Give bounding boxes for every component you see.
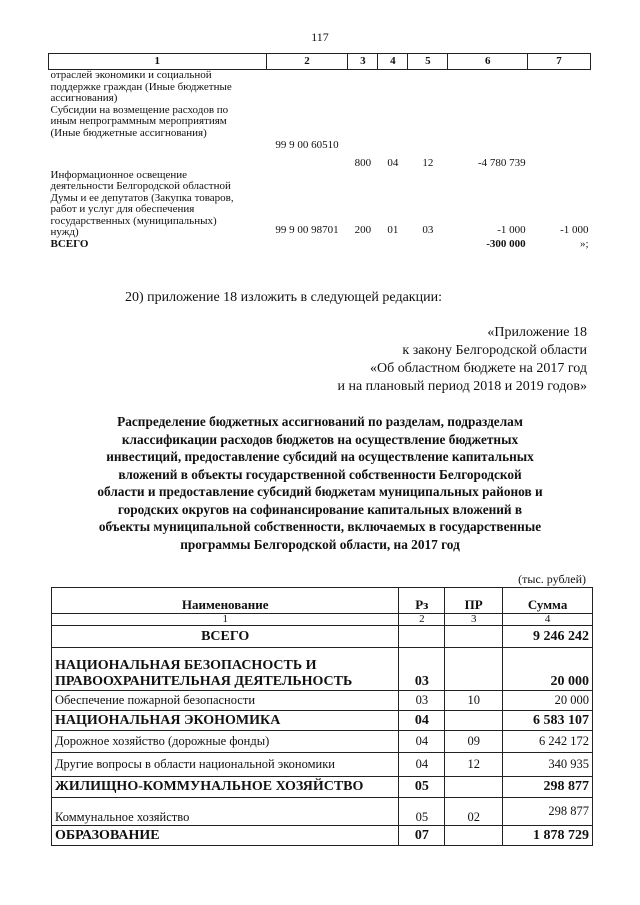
- name-line: ПРАВООХРАНИТЕЛЬНАЯ ДЕЯТЕЛЬНОСТЬ: [55, 674, 353, 689]
- col-header: 5: [408, 54, 448, 70]
- col-number: 2: [399, 614, 445, 626]
- col-header: 7: [528, 54, 591, 70]
- appendix-line: к закону Белгородской области: [402, 343, 587, 358]
- table-row: [49, 70, 591, 170]
- appendix-line: «Приложение 18: [487, 325, 587, 340]
- pr-code: [445, 711, 503, 731]
- row-name: НАЦИОНАЛЬНАЯ ЭКОНОМИКА: [52, 711, 399, 731]
- pr-code: 09: [445, 731, 503, 753]
- col-number: 4: [503, 614, 593, 626]
- pr-code: 02: [445, 798, 503, 826]
- row-name: Обеспечение пожарной безопасности: [52, 691, 399, 711]
- col-header-sum: Сумма: [503, 588, 593, 614]
- row-name: [49, 70, 267, 170]
- title-line: вложений в объекты государственной собственности Белгородской: [118, 466, 522, 482]
- rz-code: 07: [399, 826, 445, 846]
- name-line: деятельности Белгородской областной: [50, 180, 231, 192]
- vr-code: 800: [354, 157, 372, 169]
- total-label: ВСЕГО: [52, 626, 399, 648]
- rz-code: 03: [399, 691, 445, 711]
- rz-code: 04: [399, 711, 445, 731]
- amendment-item: 20) приложение 18 изложить в следующей редакции:: [125, 290, 442, 305]
- title-line: программы Белгородской области, на 2017 год: [180, 536, 460, 552]
- pr-code: [445, 777, 503, 798]
- row-name: Дорожное хозяйство (дорожные фонды): [52, 731, 399, 753]
- name-line: Информационное освещение: [50, 168, 188, 181]
- continuation-table: [48, 53, 591, 250]
- table-row: [52, 753, 593, 777]
- table-row: [52, 731, 593, 753]
- row-name: ОБРАЗОВАНИЕ: [52, 826, 399, 846]
- table-row: [49, 170, 591, 239]
- name-line: работ и услуг для обеспечения: [50, 203, 195, 215]
- sum-value-2: -1 000: [560, 224, 589, 236]
- name-line: Субсидии на возмещение расходов по: [50, 103, 229, 116]
- pr-code: 12: [445, 753, 503, 777]
- col-number: 1: [52, 614, 399, 626]
- name-line: (Иные бюджетные ассигнования): [50, 126, 207, 139]
- col-header-rz: Рз: [399, 588, 445, 614]
- row-name: [49, 170, 267, 239]
- total-row: [52, 626, 593, 648]
- col-header: 1: [49, 54, 267, 70]
- column-number-row: [52, 614, 593, 626]
- closing-quote: »;: [579, 237, 589, 250]
- pr-code: 10: [445, 691, 503, 711]
- sum-value: -4 780 739: [477, 157, 526, 169]
- col-header: 4: [378, 54, 408, 70]
- name-line: государственных (муниципальных): [50, 214, 217, 227]
- col-number: 3: [445, 614, 503, 626]
- units-label: (тыс. рублей): [518, 572, 586, 586]
- rz-code: 01: [387, 224, 399, 236]
- title-line: области и предоставление субсидий бюджетам муниципальных районов и: [97, 484, 543, 499]
- sum-value: 298 877: [503, 798, 593, 826]
- pr-code: 12: [422, 157, 434, 169]
- sum-value: 298 877: [503, 777, 593, 798]
- col-header-pr: ПР: [445, 588, 503, 614]
- sum-value: 6 583 107: [503, 711, 593, 731]
- appendix-line: «Об областном бюджете на 2017 год: [370, 361, 587, 376]
- title-line: городских округов на софинансирование капитальных вложений в: [117, 501, 523, 517]
- csr-code: 99 9 00 98701: [275, 224, 339, 236]
- table-row: [52, 691, 593, 711]
- row-name: ЖИЛИЩНО-КОММУНАЛЬНОЕ ХОЗЯЙСТВО: [52, 777, 399, 798]
- table-row: [52, 798, 593, 826]
- table-row: [52, 826, 593, 846]
- pr-code: [445, 826, 503, 846]
- row-name: Коммунальное хозяйство: [52, 798, 399, 826]
- document-title: [60, 413, 580, 553]
- rz-code: 05: [399, 777, 445, 798]
- appendix-line: и на плановый период 2018 и 2019 годов»: [337, 379, 587, 394]
- rz-code: 04: [387, 157, 399, 169]
- col-header: 3: [348, 54, 378, 70]
- name-line: отраслей экономики и социальной: [50, 69, 212, 81]
- pr-code: [445, 648, 503, 691]
- sum-value: 6 242 172: [503, 731, 593, 753]
- sum-value: -1 000: [497, 224, 526, 236]
- table-row: [52, 648, 593, 691]
- vr-code: 200: [354, 224, 372, 236]
- title-line: классификации расходов бюджетов на осуществление бюджетных: [121, 431, 519, 447]
- rz-code: 04: [399, 753, 445, 777]
- name-line: Думы и ее депутатов (Закупка товаров,: [50, 191, 234, 204]
- sum-value: 20 000: [503, 691, 593, 711]
- col-header-name: Наименование: [52, 588, 399, 614]
- name-line: НАЦИОНАЛЬНАЯ БЕЗОПАСНОСТЬ И: [55, 658, 317, 673]
- rz-code: 05: [399, 798, 445, 826]
- budget-table: [51, 587, 593, 846]
- table-header-row: [49, 54, 591, 70]
- total-sum: 9 246 242: [503, 626, 593, 648]
- total-sum: -300 000: [486, 237, 526, 250]
- rz-code: 03: [399, 648, 445, 691]
- col-header: 6: [448, 54, 528, 70]
- row-name: [52, 648, 399, 691]
- table-row: [52, 711, 593, 731]
- sum-value: 340 935: [503, 753, 593, 777]
- sum-value: 1 878 729: [503, 826, 593, 846]
- pr-code: 03: [422, 224, 434, 236]
- page-number: 117: [311, 30, 329, 44]
- name-line: поддержке граждан (Иные бюджетные: [50, 80, 232, 93]
- title-line: Распределение бюджетных ассигнований по разделам, подразделам: [117, 414, 523, 429]
- name-line: ассигнования): [50, 92, 118, 104]
- title-line: объекты муниципальной собственности, включаемых в государственные: [98, 519, 542, 534]
- row-name: Другие вопросы в области национальной экономики: [52, 753, 399, 777]
- col-header: 2: [266, 54, 348, 70]
- title-line: инвестиций, предоставление субсидий на осуществление капитальных: [106, 449, 534, 464]
- sum-value-2: [528, 70, 591, 170]
- table-row: [52, 777, 593, 798]
- total-label: ВСЕГО: [50, 237, 89, 250]
- sum-value: 20 000: [503, 648, 593, 691]
- name-line: нужд): [50, 226, 79, 238]
- table-header-row: [52, 588, 593, 614]
- csr-code: 99 9 00 60510: [275, 139, 339, 151]
- name-line: иным непрограммным мероприятиям: [50, 115, 227, 127]
- rz-code: 04: [399, 731, 445, 753]
- total-row: [49, 239, 591, 251]
